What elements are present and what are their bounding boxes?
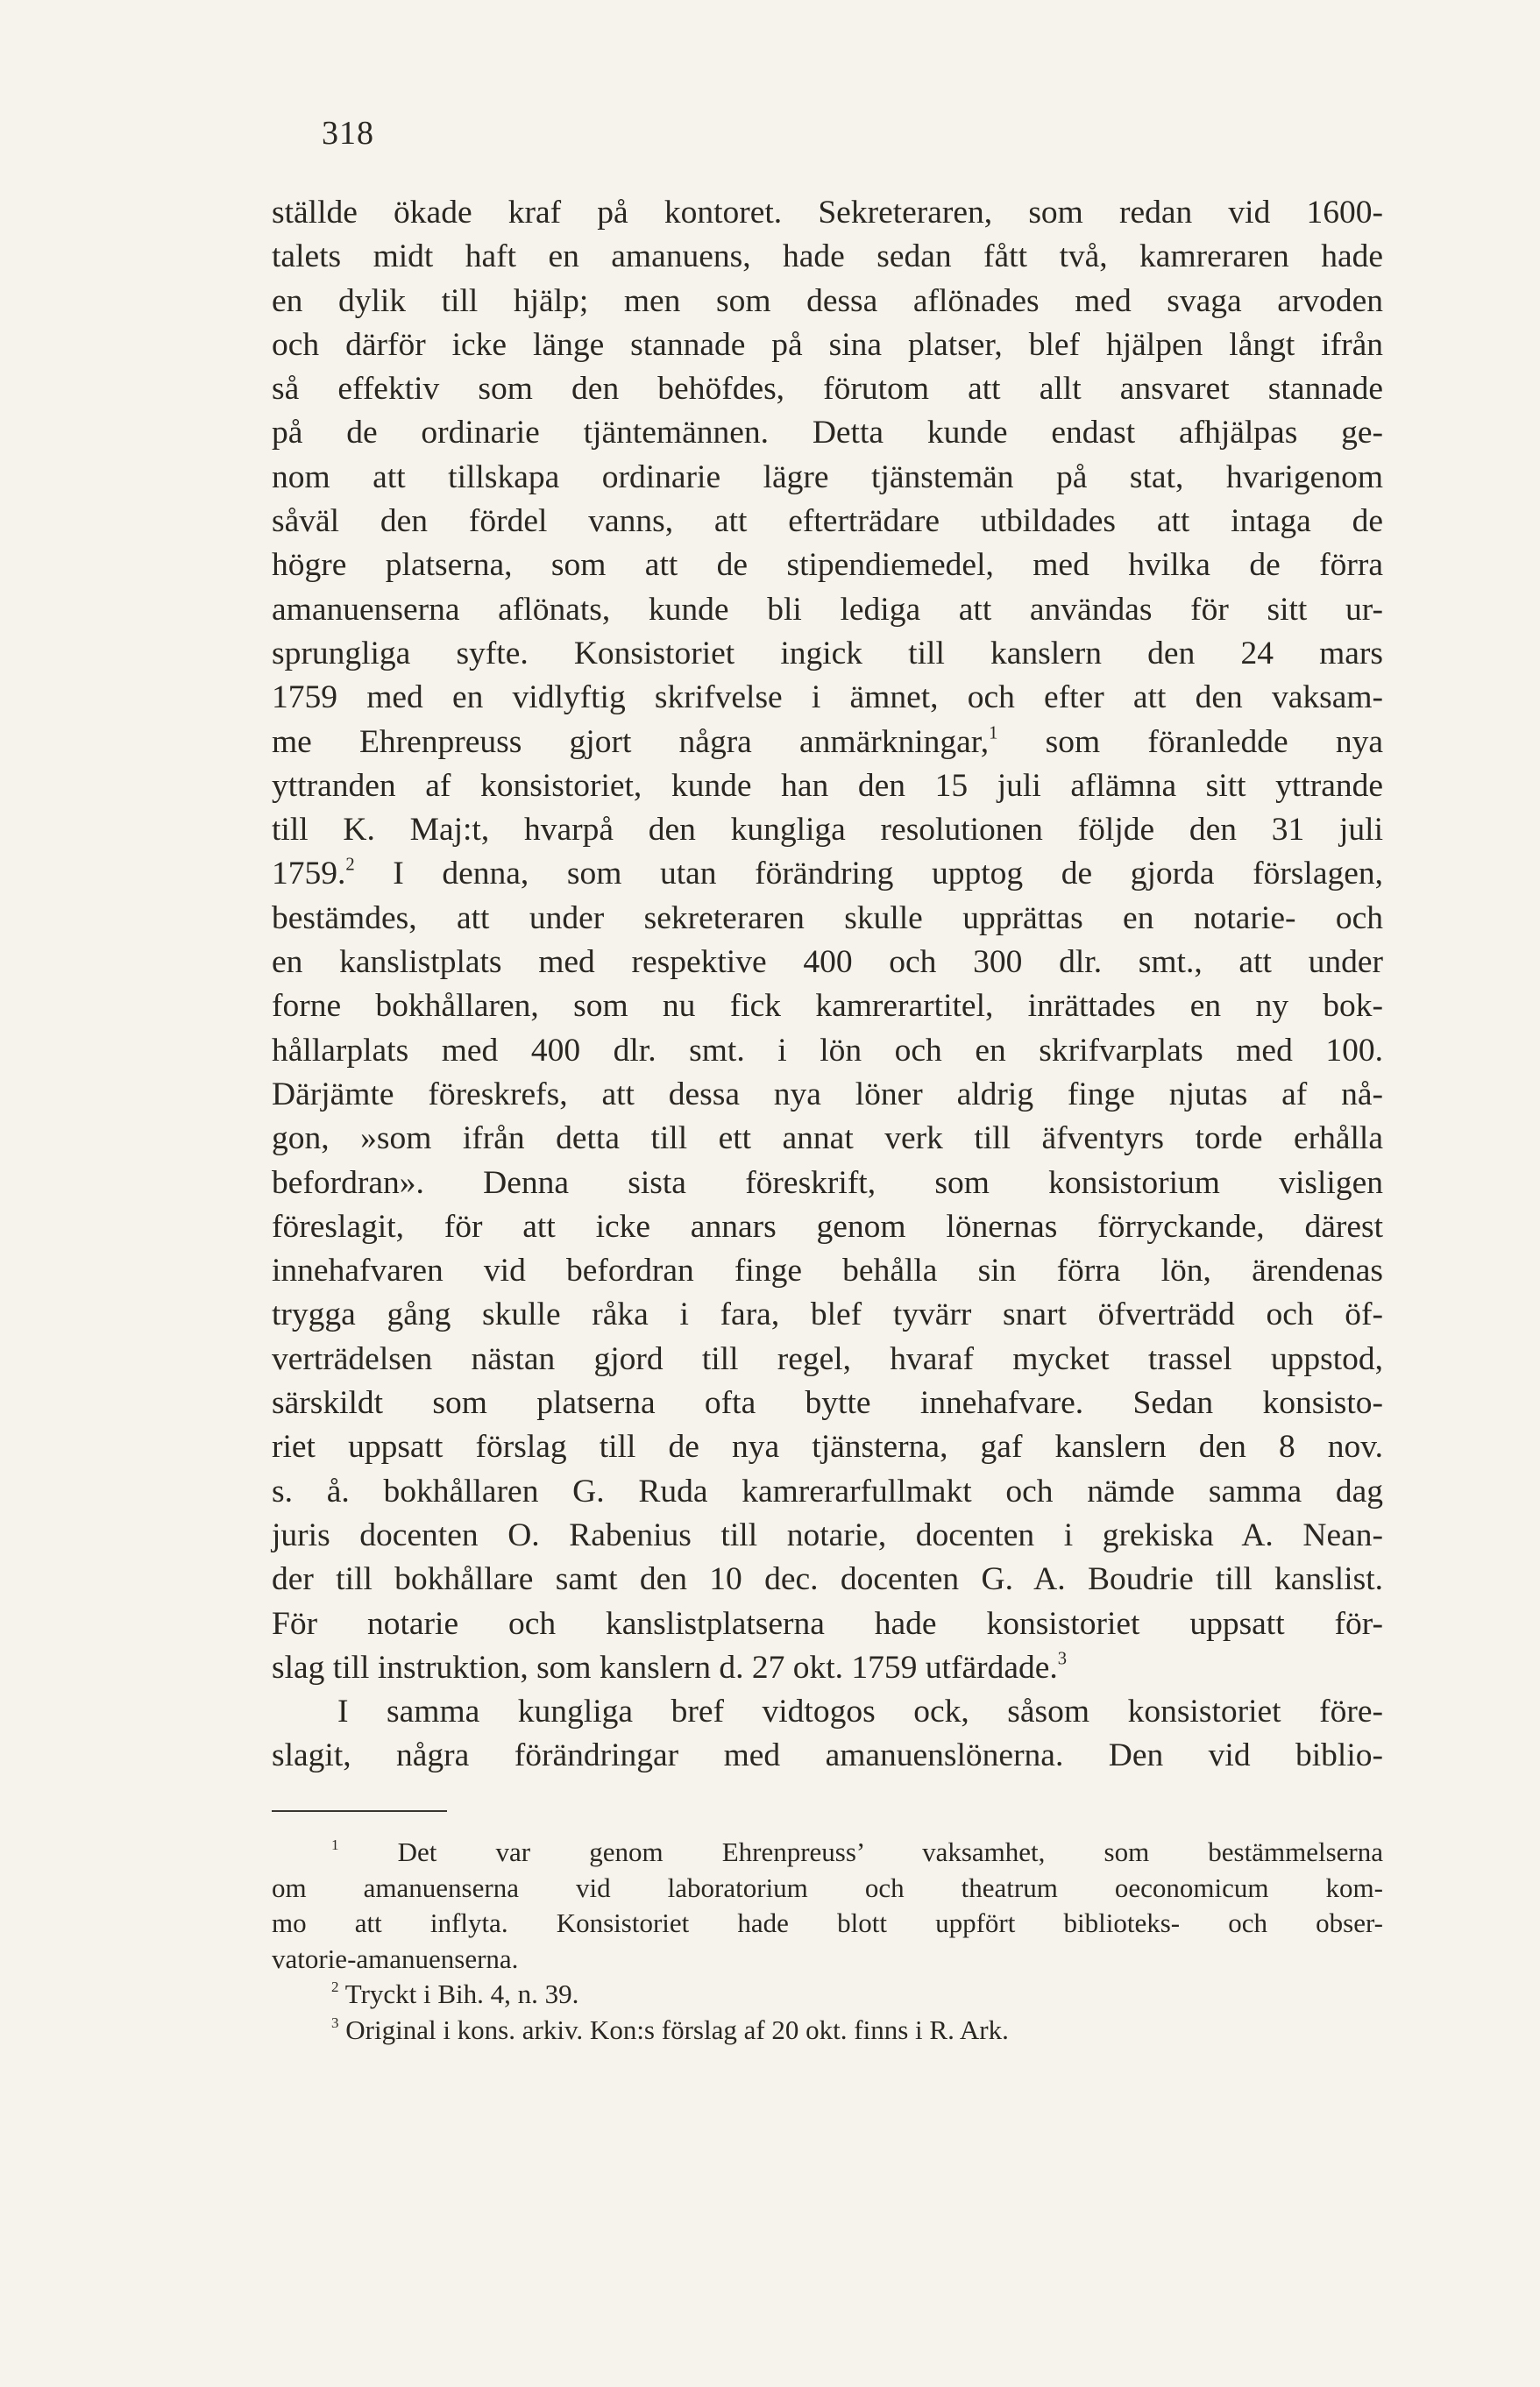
text-segment: I denna, som utan förändring upptog de gjorda förslagen, <box>354 856 1383 892</box>
text-line: en kanslistplats med respektive 400 och 300 dlr. smt., att under <box>272 944 1383 981</box>
text-line: befordran». Denna sista föreskrift, som konsistorium visligen <box>272 1164 1383 1201</box>
text-line: sprungliga syfte. Konsistoriet ingick till kanslern den 24 mars <box>272 635 1383 671</box>
footnote-marker: 3 <box>331 2014 339 2032</box>
footnote-1 <box>272 1835 1383 1871</box>
text-line: amanuenserna aflönats, kunde bli lediga att användas för sitt ur- <box>272 591 1383 628</box>
footnote-marker: 2 <box>331 1979 339 1996</box>
text-line: särskildt som platserna ofta bytte innehafvare. Sedan konsisto- <box>272 1385 1383 1422</box>
text-line <box>272 1646 1383 1690</box>
text-line: 1759 med en vidlyftig skrifvelse i ämnet, och efter att den vaksam- <box>272 679 1383 716</box>
text-segment: slag till instruktion, som kanslern d. 27 okt. 1759 utfärdade. <box>272 1649 1058 1686</box>
text-line: såväl den fördel vanns, att efterträdare utbildades att intaga de <box>272 503 1383 540</box>
text-line: bestämdes, att under sekreteraren skulle upprättas en notarie- och <box>272 899 1383 936</box>
text-line: trygga gång skulle råka i fara, blef tyvärr snart öfverträdd och öf- <box>272 1297 1383 1333</box>
footnote-text: Tryckt i Bih. 4, n. 39. <box>344 1979 579 2010</box>
text-line: yttranden af konsistoriet, kunde han den 15 juli aflämna sitt yttrande <box>272 767 1383 804</box>
text-segment: me Ehrenpreuss gjort några anmärkningar, <box>272 723 990 760</box>
text-line: nom att tillskapa ordinarie lägre tjänstemän på stat, hvarigenom <box>272 458 1383 495</box>
text-line: och därför icke länge stannade på sina platser, blef hjälpen långt ifrån <box>272 326 1383 363</box>
text-line: forne bokhållaren, som nu fick kamrerartitel, inrättades en ny bok- <box>272 988 1383 1025</box>
footnotes <box>272 1835 1383 2049</box>
text-line: I samma kungliga bref vidtogos ock, såsom konsistoriet före- <box>337 1694 1383 1730</box>
footnote-3 <box>272 2013 1383 2049</box>
text-line: på de ordinarie tjäntemännen. Detta kunde endast afhjälpas ge- <box>272 415 1383 451</box>
text-line: gon, »som ifrån detta till ett annat verk till äfventyrs torde erhålla <box>272 1120 1383 1157</box>
text-line: innehafvaren vid befordran finge behålla sin förra lön, ärendenas <box>272 1253 1383 1289</box>
text-line <box>272 721 1383 764</box>
footnote-divider <box>272 1810 447 1812</box>
text-line: talets midt haft en amanuens, hade sedan fått två, kamreraren hade <box>272 238 1383 275</box>
body-text <box>272 191 1383 1779</box>
footnote-ref: 1 <box>989 723 998 743</box>
text-line: en dylik till hjälp; men som dessa aflönades med svaga arvoden <box>272 282 1383 319</box>
page-number: 318 <box>322 115 374 152</box>
text-line: så effektiv som den behöfdes, förutom att allt ansvaret stannade <box>272 371 1383 408</box>
footnote-2 <box>272 1977 1383 2013</box>
text-line: ställde ökade kraf på kontoret. Sekreteraren, som redan vid 1600- <box>272 195 1383 231</box>
footnote-marker: 1 <box>331 1836 339 1854</box>
text-line: hållarplats med 400 dlr. smt. i lön och en skrifvarplats med 100. <box>272 1032 1383 1069</box>
text-segment: som föranledde nya <box>997 723 1383 760</box>
text-line: slagit, några förändringar med amanuenslönerna. Den vid biblio- <box>272 1737 1383 1774</box>
text-line: högre platserna, som att de stipendiemedel, med hvilka de förra <box>272 547 1383 584</box>
text-line <box>272 852 1383 896</box>
footnote-ref: 2 <box>345 855 355 875</box>
footnote-line: vatorie-amanuenserna. <box>272 1943 519 1974</box>
text-line: För notarie och kanslistplatserna hade konsistoriet uppsatt för- <box>272 1605 1383 1642</box>
footnote-line: om amanuenserna vid laboratorium och theatrum oeconomicum kom- <box>272 1872 1383 1903</box>
text-line: Därjämte föreskrefs, att dessa nya löner aldrig finge njutas af nå- <box>272 1076 1383 1112</box>
text-line: s. å. bokhållaren G. Ruda kamrerarfullmakt och nämde samma dag <box>272 1473 1383 1510</box>
text-line: juris docenten O. Rabenius till notarie, docenten i grekiska A. Nean- <box>272 1517 1383 1553</box>
text-line: riet uppsatt förslag till de nya tjänsterna, gaf kanslern den 8 nov. <box>272 1429 1383 1466</box>
footnote-ref: 3 <box>1057 1649 1068 1669</box>
footnote-line: mo att inflyta. Konsistoriet hade blott uppfört biblioteks- och obser- <box>272 1907 1383 1939</box>
text-line: verträdelsen nästan gjord till regel, hvaraf mycket trassel uppstod, <box>272 1340 1383 1377</box>
text-line: der till bokhållare samt den 10 dec. docenten G. A. Boudrie till kanslist. <box>272 1561 1383 1598</box>
text-line: till K. Maj:t, hvarpå den kungliga resolutionen följde den 31 juli <box>272 812 1383 849</box>
text-segment: 1759. <box>272 856 346 892</box>
footnote-text: Original i kons. arkiv. Kon:s förslag af 20 okt. finns i R. Ark. <box>345 2014 1009 2045</box>
text-line: föreslagit, för att icke annars genom lönernas förryckande, därest <box>272 1208 1383 1245</box>
footnote-text: Det var genom Ehrenpreuss’ vaksamhet, som bestämmelserna <box>397 1836 1383 1867</box>
